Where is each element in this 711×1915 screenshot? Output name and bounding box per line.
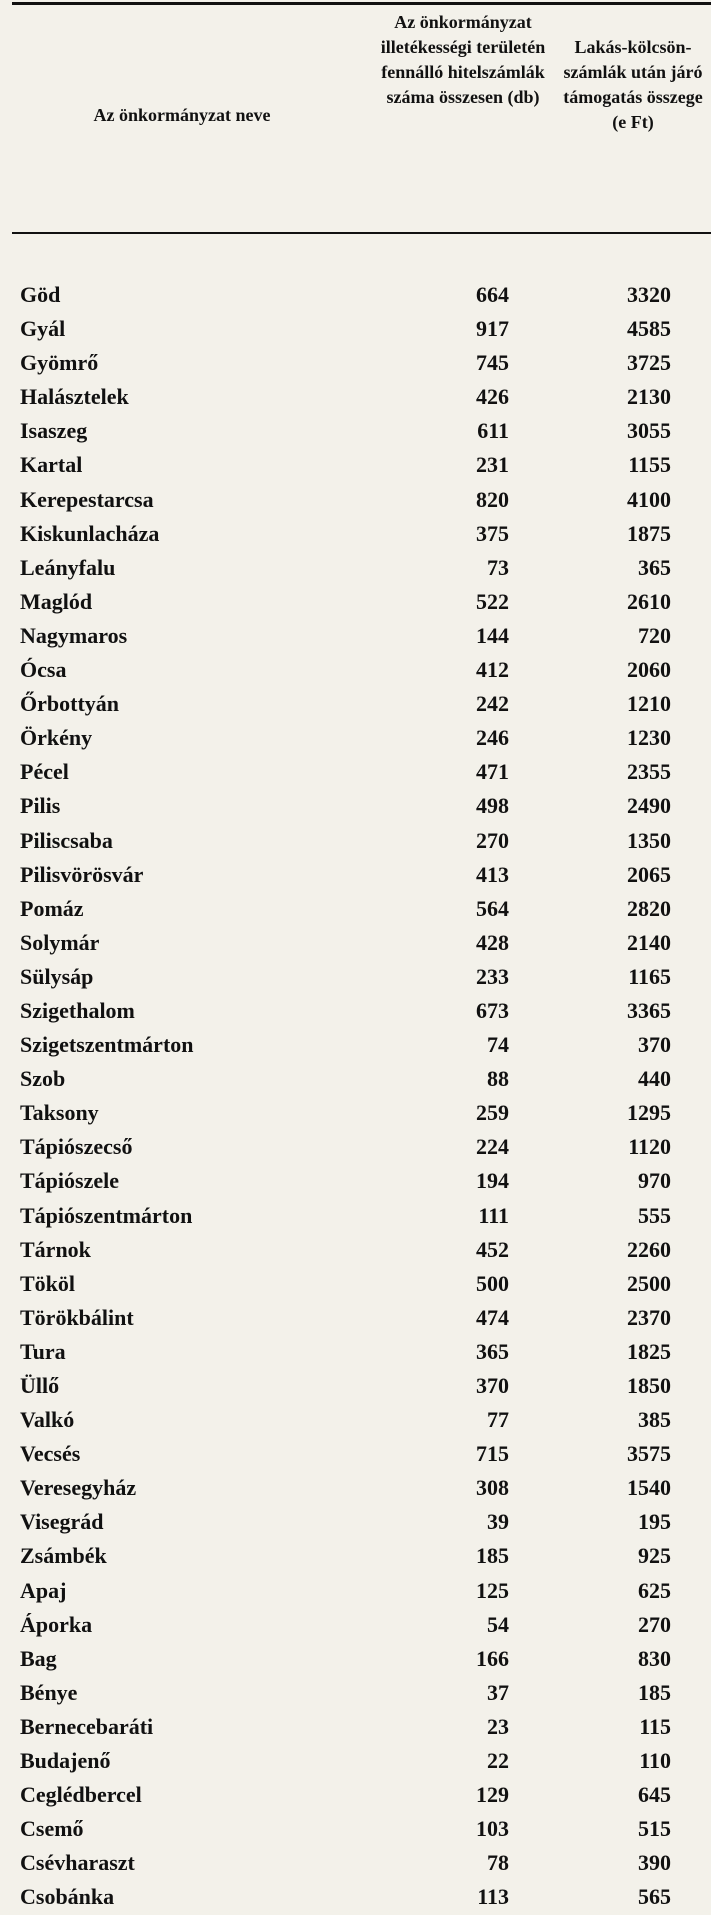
table-row: [12, 960, 711, 994]
municipality-name: Piliscsaba: [20, 827, 113, 853]
subsidy-amount: 4585: [627, 316, 671, 342]
subsidy-amount: 385: [638, 1407, 671, 1433]
municipality-name: Törökbálint: [20, 1304, 134, 1330]
account-count: 715: [476, 1441, 509, 1467]
municipality-name: Kiskunlacháza: [20, 520, 160, 546]
table-row: [12, 1335, 711, 1369]
municipality-name: Taksony: [20, 1100, 99, 1126]
table-row: [12, 278, 711, 312]
subsidy-amount: 4100: [627, 486, 671, 512]
header-name-column: Az önkormányzat neve: [93, 105, 271, 125]
subsidy-amount: 1210: [627, 691, 671, 717]
account-count: 308: [476, 1475, 509, 1501]
subsidy-amount: 195: [638, 1509, 671, 1535]
subsidy-amount: 645: [638, 1782, 671, 1808]
subsidy-amount: 1230: [627, 725, 671, 751]
account-count: 522: [476, 588, 509, 614]
account-count: 37: [487, 1679, 509, 1705]
table-row: [12, 1164, 711, 1198]
subsidy-amount: 2140: [627, 929, 671, 955]
municipality-name: Tápiószecső: [20, 1134, 133, 1160]
table-row: [12, 1642, 711, 1676]
subsidy-amount: 2820: [627, 895, 671, 921]
account-count: 498: [476, 793, 509, 819]
municipality-name: Pomáz: [20, 895, 84, 921]
municipality-name: Kartal: [20, 452, 83, 478]
table-row: [12, 1880, 711, 1914]
table-row: [12, 1369, 711, 1403]
municipality-name: Tápiószele: [20, 1168, 119, 1194]
subsidy-amount: 925: [638, 1543, 671, 1569]
table-row: [12, 1846, 711, 1880]
table-row: [12, 312, 711, 346]
account-count: 22: [487, 1748, 509, 1774]
table-row: [12, 824, 711, 858]
municipality-name: Szigethalom: [20, 997, 135, 1023]
subsidy-amount: 1295: [627, 1100, 671, 1126]
subsidy-amount: 1155: [628, 452, 671, 478]
account-count: 428: [476, 929, 509, 955]
subsidy-amount: 270: [638, 1611, 671, 1637]
municipality-name: Ócsa: [20, 657, 67, 683]
account-count: 103: [476, 1816, 509, 1842]
table-row: [12, 1028, 711, 1062]
subsidy-amount: 555: [638, 1202, 671, 1228]
municipality-name: Szigetszentmárton: [20, 1032, 194, 1058]
municipality-name: Isaszeg: [20, 418, 88, 444]
table-row: [12, 1403, 711, 1437]
municipality-name: Bag: [20, 1645, 57, 1671]
account-count: 242: [476, 691, 509, 717]
subsidy-amount: 110: [639, 1748, 671, 1774]
account-count: 125: [476, 1577, 509, 1603]
subsidy-amount: 3055: [627, 418, 671, 444]
municipality-name: Nagymaros: [20, 622, 128, 648]
municipality-name: Ceglédbercel: [20, 1782, 142, 1808]
table-body: [12, 278, 711, 1915]
table-row: [12, 585, 711, 619]
subsidy-amount: 1540: [627, 1475, 671, 1501]
table-row: [12, 789, 711, 823]
table-row: [12, 926, 711, 960]
municipality-name: Leányfalu: [20, 554, 116, 580]
subsidy-amount: 720: [638, 622, 671, 648]
table-row: [12, 1199, 711, 1233]
account-count: 471: [476, 759, 509, 785]
header-amount-column: Lakás-kölcsön-számlák után járó támogatás összege (e Ft): [563, 37, 703, 132]
table-row: [12, 1539, 711, 1573]
account-count: 370: [476, 1373, 509, 1398]
top-rule: [12, 2, 711, 5]
subsidy-amount: 3320: [627, 282, 671, 307]
subsidy-amount: 2260: [627, 1236, 671, 1262]
account-count: 166: [476, 1645, 509, 1671]
account-count: 365: [476, 1338, 509, 1364]
municipality-name: Bénye: [20, 1679, 78, 1705]
municipality-name: Pilisvörösvár: [20, 861, 144, 887]
table-row: [12, 1744, 711, 1778]
table-row: [12, 1096, 711, 1130]
account-count: 452: [476, 1236, 509, 1262]
account-count: 74: [487, 1032, 509, 1058]
account-count: 224: [476, 1134, 509, 1160]
account-count: 113: [477, 1884, 509, 1910]
table-row: [12, 1574, 711, 1608]
subsidy-amount: 830: [638, 1645, 671, 1671]
account-count: 246: [476, 725, 509, 751]
municipality-name: Tököl: [20, 1270, 76, 1296]
account-count: 564: [476, 895, 509, 921]
table-row: [12, 483, 711, 517]
table-row: [12, 414, 711, 448]
table-row: [12, 892, 711, 926]
municipality-name: Zsámbék: [20, 1543, 107, 1569]
municipality-name: Csobánka: [20, 1884, 115, 1910]
account-count: 664: [476, 282, 509, 307]
subsidy-amount: 3575: [627, 1441, 671, 1467]
municipality-name: Csévharaszt: [20, 1850, 135, 1876]
account-count: 233: [476, 963, 509, 989]
table-row: [12, 448, 711, 482]
subsidy-amount: 1350: [627, 827, 671, 853]
municipality-name: Valkó: [20, 1407, 75, 1433]
header-rule: [12, 232, 711, 234]
table-row: [12, 1267, 711, 1301]
subsidy-amount: 2060: [627, 657, 671, 683]
account-count: 73: [487, 554, 509, 580]
table-row: [12, 687, 711, 721]
account-count: 231: [476, 452, 509, 478]
municipality-name: Üllő: [20, 1373, 60, 1398]
subsidy-amount: 115: [639, 1713, 671, 1739]
table-row: [12, 994, 711, 1028]
municipality-name: Gyömrő: [20, 350, 99, 376]
municipality-name: Pécel: [20, 759, 69, 785]
account-count: 412: [476, 657, 509, 683]
table-row: [12, 1608, 711, 1642]
municipality-name: Maglód: [20, 588, 93, 614]
table-row: [12, 653, 711, 687]
subsidy-amount: 1825: [627, 1338, 671, 1364]
municipality-name: Pilis: [20, 793, 61, 819]
account-count: 413: [476, 861, 509, 887]
subsidy-amount: 625: [638, 1577, 671, 1603]
subsidy-amount: 2065: [627, 861, 671, 887]
table-row: [12, 619, 711, 653]
account-count: 745: [476, 350, 509, 376]
table-row: [12, 858, 711, 892]
account-count: 185: [476, 1543, 509, 1569]
municipality-name: Tura: [20, 1338, 66, 1364]
table-row: [12, 380, 711, 414]
subsidy-amount: 370: [638, 1032, 671, 1058]
account-count: 375: [476, 520, 509, 546]
municipality-name: Visegrád: [20, 1509, 104, 1535]
account-count: 917: [476, 316, 509, 342]
subsidy-amount: 970: [638, 1168, 671, 1194]
subsidy-amount: 3365: [627, 997, 671, 1023]
municipality-name: Budajenő: [20, 1748, 111, 1774]
subsidy-amount: 2130: [627, 384, 671, 410]
account-count: 194: [476, 1168, 509, 1194]
municipality-name: Tárnok: [20, 1236, 91, 1262]
municipality-name: Tápiószentmárton: [20, 1202, 193, 1228]
account-count: 77: [487, 1407, 509, 1433]
municipality-name: Őrbottyán: [20, 691, 119, 717]
municipality-name: Kerepestarcsa: [20, 486, 154, 512]
municipality-name: Gyál: [20, 316, 66, 342]
subsidy-amount: 3725: [627, 350, 671, 376]
account-count: 500: [476, 1270, 509, 1296]
table-row: [12, 721, 711, 755]
account-count: 39: [487, 1509, 509, 1535]
subsidy-amount: 2500: [627, 1270, 671, 1296]
municipality-name: Veresegyház: [20, 1475, 137, 1501]
table-row: [12, 517, 711, 551]
account-count: 611: [477, 418, 509, 444]
municipality-name: Vecsés: [20, 1441, 81, 1467]
subsidy-amount: 2490: [627, 793, 671, 819]
account-count: 259: [476, 1100, 509, 1126]
subsidy-amount: 515: [638, 1816, 671, 1842]
subsidy-amount: 1850: [627, 1373, 671, 1398]
subsidy-amount: 565: [638, 1884, 671, 1910]
municipality-name: Csemő: [20, 1816, 84, 1842]
municipality-name: Szob: [20, 1066, 66, 1092]
subsidy-amount: 2610: [627, 588, 671, 614]
table-row: [12, 1233, 711, 1267]
account-count: 270: [476, 827, 509, 853]
municipality-name: Áporka: [20, 1611, 93, 1637]
subsidy-amount: 365: [638, 554, 671, 580]
table-row: [12, 551, 711, 585]
table-row: [12, 1437, 711, 1471]
account-count: 144: [476, 622, 509, 648]
table-row: [12, 1778, 711, 1812]
subsidy-amount: 390: [638, 1850, 671, 1876]
subsidy-amount: 1875: [627, 520, 671, 546]
table-row: [12, 1505, 711, 1539]
municipality-name: Sülysáp: [20, 963, 94, 989]
subsidy-amount: 185: [638, 1679, 671, 1705]
table-row: [12, 1471, 711, 1505]
account-count: 78: [487, 1850, 509, 1876]
table-row: [12, 346, 711, 380]
subsidy-amount: 2355: [627, 759, 671, 785]
table-row: [12, 1710, 711, 1744]
account-count: 88: [487, 1066, 509, 1092]
table-row: [12, 755, 711, 789]
header-count-column: Az önkormányzat illetékességi területén fennálló hitelszámlák száma összesen (db): [380, 12, 546, 107]
table-row: [12, 1812, 711, 1846]
municipality-name: Apaj: [20, 1577, 67, 1603]
account-count: 111: [478, 1202, 509, 1228]
account-count: 673: [476, 997, 509, 1023]
account-count: 23: [487, 1713, 509, 1739]
table-row: [12, 1130, 711, 1164]
table-row: [12, 1301, 711, 1335]
municipality-name: Solymár: [20, 929, 100, 955]
account-count: 129: [476, 1782, 509, 1808]
subsidy-amount: 440: [638, 1066, 671, 1092]
municipality-name: Göd: [20, 282, 61, 307]
municipality-name: Bernecebaráti: [20, 1713, 154, 1739]
subsidy-amount: 1120: [628, 1134, 671, 1160]
subsidy-amount: 1165: [628, 963, 671, 989]
municipality-name: Halásztelek: [20, 384, 129, 410]
account-count: 426: [476, 384, 509, 410]
account-count: 54: [487, 1611, 509, 1637]
table-row: [12, 1062, 711, 1096]
account-count: 474: [476, 1304, 509, 1330]
subsidy-amount: 2370: [627, 1304, 671, 1330]
table-row: [12, 1676, 711, 1710]
municipality-name: Örkény: [20, 725, 93, 751]
account-count: 820: [476, 486, 509, 512]
